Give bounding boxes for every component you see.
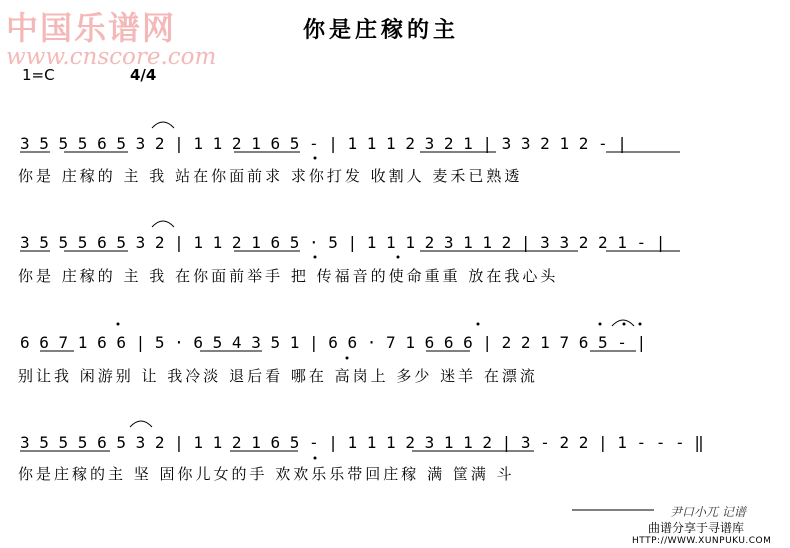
notes-line-2: 3 5 5 5 6 5 3 2 | 1 1 2 1 6 5 · 5 | 1 1 1 2 3 1 1 2 | 3 3 2 2 1 - |: [20, 233, 666, 252]
time-signature: 4/4: [130, 66, 157, 84]
watermark-url: www.cnscore.com: [6, 44, 217, 70]
lyrics-line-2: 你是 庄稼的 主 我 在你面前举手 把 传福音的使命重重 放在我心头: [18, 267, 559, 285]
notes-line-3: 6 6 7 1 6 6 | 5 · 6 5 4 3 5 1 | 6 6 · 7 1 6 6 6 | 2 2 1 7 6 5 - |: [20, 333, 647, 352]
key-signature: 1=C: [22, 66, 55, 84]
lyrics-line-1: 你是 庄稼的 主 我 站在你面前求 求你打发 收割人 麦禾已熟透: [18, 167, 523, 185]
lyrics-line-3: 别让我 闲游别 让 我冷淡 退后看 哪在 高岗上 多少 迷羊 在漂流: [18, 367, 538, 385]
watermark-logo: 中国乐谱网: [6, 9, 177, 47]
share-credit: 曲谱分享于寻谱库: [648, 521, 745, 535]
transcriber-credit: 尹口小兀 记谱: [670, 505, 746, 519]
notes-line-4: 3 5 5 5 6 5 3 2 | 1 1 2 1 6 5 - | 1 1 1 2 3 1 1 2 | 3 - 2 2 | 1 - - - ‖: [20, 433, 704, 452]
notes-line-1: 3 5 5 5 6 5 3 2 | 1 1 2 1 6 5 - | 1 1 1 2 3 2 1 | 3 3 2 1 2 - |: [20, 134, 627, 153]
lyrics-line-4: 你是庄稼的主 坚 固你儿女的手 欢欢乐乐带回庄稼 满 筐满 斗: [18, 465, 515, 483]
footer-url: HTTP://WWW.XUNPUKU.COM: [632, 536, 772, 546]
song-title: 你是庄稼的主: [303, 18, 460, 43]
